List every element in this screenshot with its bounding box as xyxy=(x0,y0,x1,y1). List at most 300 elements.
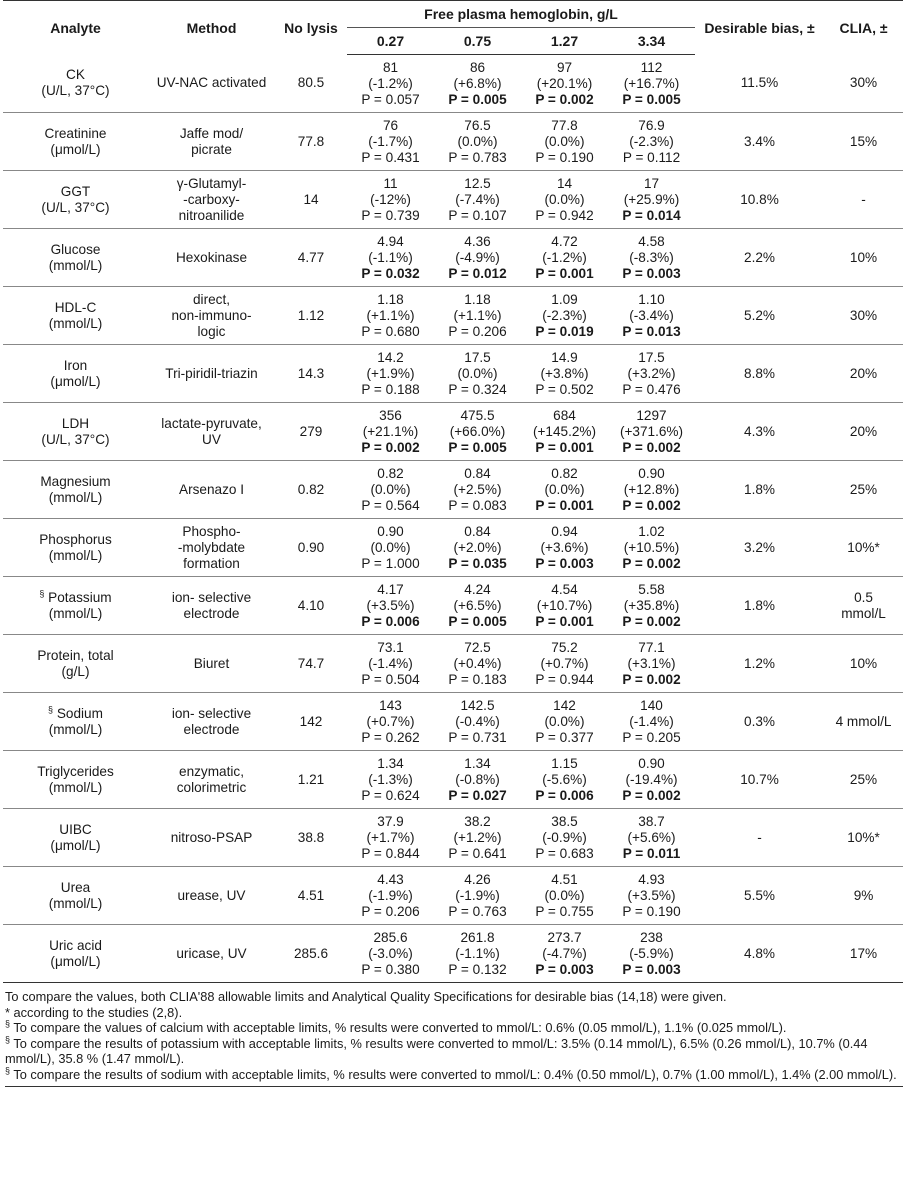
method-line: Biuret xyxy=(193,655,230,671)
hemolysis-result-cell xyxy=(521,55,608,113)
measured-value: 261.8 xyxy=(460,929,495,945)
measured-value: 285.6 xyxy=(373,929,408,945)
hemolysis-result-cell xyxy=(521,809,608,867)
method-cell xyxy=(148,287,275,345)
method-line: direct, xyxy=(192,291,231,307)
measured-value: 14.9 xyxy=(551,349,578,365)
percent-difference: (+0.7%) xyxy=(540,655,589,671)
percent-difference: (+6.8%) xyxy=(453,75,502,91)
no-lysis-value: 14 xyxy=(275,171,347,229)
percent-difference: (+0.7%) xyxy=(366,713,415,729)
percent-difference: (-1.7%) xyxy=(368,133,413,149)
p-value: P = 0.504 xyxy=(361,671,420,687)
measured-value: 140 xyxy=(640,697,663,713)
measured-value: 4.36 xyxy=(464,233,491,249)
percent-difference: (-7.4%) xyxy=(455,191,500,207)
hemolysis-result-cell xyxy=(347,519,434,577)
analyte-name: Sodium xyxy=(56,705,103,721)
clia-value: 0.5 xyxy=(854,589,873,605)
desirable-bias-value: 5.5% xyxy=(695,867,824,925)
header-no-lysis: No lysis xyxy=(275,1,347,55)
p-value: P = 0.624 xyxy=(361,787,420,803)
clia-value: 25% xyxy=(849,771,878,787)
analyte-name: LDH xyxy=(61,415,90,431)
analyte-name-line xyxy=(3,358,148,374)
analyte-cell xyxy=(3,809,148,867)
percent-difference: (-5.6%) xyxy=(542,771,587,787)
clia-value: 9% xyxy=(853,887,874,903)
analyte-name-line xyxy=(3,764,148,780)
hemolysis-result-cell xyxy=(347,867,434,925)
percent-difference: (+3.6%) xyxy=(540,539,589,555)
measured-value: 684 xyxy=(553,407,576,423)
measured-value: 76.9 xyxy=(638,117,665,133)
header-desirable-bias: Desirable bias, ± xyxy=(695,1,824,55)
p-value: P = 0.206 xyxy=(361,903,420,919)
percent-difference: (-1.9%) xyxy=(368,887,413,903)
analyte-name-line xyxy=(3,880,148,896)
p-value: P = 0.003 xyxy=(535,555,594,571)
method-cell xyxy=(148,113,275,171)
method-cell xyxy=(148,809,275,867)
p-value: P = 0.731 xyxy=(448,729,507,745)
p-value: P = 0.057 xyxy=(361,91,420,107)
measured-value: 1.02 xyxy=(638,523,665,539)
footnote-section-mark: § xyxy=(5,1018,11,1029)
analyte-cell xyxy=(3,693,148,751)
measured-value: 14 xyxy=(556,175,573,191)
method-cell xyxy=(148,55,275,113)
method-line: UV xyxy=(202,431,221,447)
p-value: P = 0.003 xyxy=(535,961,594,977)
analyte-name-line xyxy=(3,703,148,722)
p-value: P = 0.942 xyxy=(535,207,594,223)
percent-difference: (+6.5%) xyxy=(453,597,502,613)
hemolysis-result-cell xyxy=(521,519,608,577)
percent-difference: (-4.9%) xyxy=(455,249,500,265)
p-value: P = 0.002 xyxy=(361,439,420,455)
measured-value: 76.5 xyxy=(464,117,491,133)
hemolysis-result-cell xyxy=(521,867,608,925)
analyte-unit: (μmol/L) xyxy=(50,373,101,389)
clia-cell xyxy=(824,461,903,519)
hemolysis-result-cell xyxy=(608,519,695,577)
percent-difference: (-19.4%) xyxy=(625,771,678,787)
p-value: P = 0.502 xyxy=(535,381,594,397)
clia-value: 10% xyxy=(849,249,878,265)
analyte-name-line xyxy=(3,184,148,200)
p-value: P = 0.944 xyxy=(535,671,594,687)
analyte-name-line xyxy=(3,126,148,142)
measured-value: 4.93 xyxy=(638,871,665,887)
hemolysis-result-cell xyxy=(347,635,434,693)
footnote xyxy=(5,1005,903,1021)
hemolysis-result-cell xyxy=(521,171,608,229)
desirable-bias-value: 1.8% xyxy=(695,577,824,635)
hemolysis-result-cell xyxy=(434,461,521,519)
hemolysis-result-cell xyxy=(608,751,695,809)
method-line: colorimetric xyxy=(176,779,247,795)
method-cell xyxy=(148,751,275,809)
p-value: P = 0.005 xyxy=(448,613,507,629)
percent-difference: (+3.8%) xyxy=(540,365,589,381)
document-page xyxy=(3,0,903,1087)
p-value: P = 0.083 xyxy=(448,497,507,513)
p-value: P = 0.011 xyxy=(622,845,681,861)
no-lysis-value: 4.10 xyxy=(275,577,347,635)
hemolysis-result-cell xyxy=(521,461,608,519)
analyte-name-line xyxy=(3,822,148,838)
p-value: P = 0.205 xyxy=(622,729,681,745)
hemolysis-result-cell xyxy=(347,287,434,345)
hemolysis-result-cell xyxy=(434,113,521,171)
p-value: P = 0.262 xyxy=(361,729,420,745)
clia-cell xyxy=(824,171,903,229)
p-value: P = 0.476 xyxy=(622,381,681,397)
no-lysis-value: 4.77 xyxy=(275,229,347,287)
analyte-unit: (mmol/L) xyxy=(48,895,103,911)
p-value: P = 0.739 xyxy=(361,207,420,223)
measured-value: 0.90 xyxy=(377,523,404,539)
hemolysis-result-cell xyxy=(434,403,521,461)
hemolysis-result-cell xyxy=(347,403,434,461)
table-row xyxy=(3,113,903,171)
percent-difference: (0.0%) xyxy=(544,481,585,497)
clia-value: 15% xyxy=(849,133,878,149)
percent-difference: (+3.5%) xyxy=(627,887,676,903)
percent-difference: (+3.1%) xyxy=(627,655,676,671)
method-cell xyxy=(148,519,275,577)
p-value: P = 0.001 xyxy=(535,265,594,281)
measured-value: 4.43 xyxy=(377,871,404,887)
percent-difference: (+0.4%) xyxy=(453,655,502,671)
measured-value: 4.17 xyxy=(377,581,404,597)
analyte-name-line xyxy=(3,300,148,316)
measured-value: 76 xyxy=(382,117,399,133)
footnote-text: To compare the values of calcium with acceptable limits, % results were converted to mmol/L: 0.6% (0.05 mmol/L), 1.1% (0.025 mmol/L). xyxy=(10,1020,787,1035)
method-line: γ-Glutamyl- xyxy=(176,175,247,191)
analyte-cell xyxy=(3,635,148,693)
analyte-cell xyxy=(3,55,148,113)
header-level-4: 3.34 xyxy=(608,28,695,55)
p-value: P = 0.380 xyxy=(361,961,420,977)
percent-difference: (0.0%) xyxy=(544,133,585,149)
method-line: formation xyxy=(183,555,240,571)
method-cell xyxy=(148,171,275,229)
clia-value: 17% xyxy=(849,945,878,961)
p-value: P = 0.005 xyxy=(622,91,681,107)
measured-value: 1.34 xyxy=(464,755,491,771)
percent-difference: (-1.1%) xyxy=(455,945,500,961)
percent-difference: (+2.0%) xyxy=(453,539,502,555)
p-value: P = 0.206 xyxy=(448,323,507,339)
p-value: P = 0.844 xyxy=(361,845,420,861)
header-analyte: Analyte xyxy=(3,1,148,55)
hemolysis-result-cell xyxy=(521,345,608,403)
percent-difference: (0.0%) xyxy=(370,539,411,555)
desirable-bias-value: 8.8% xyxy=(695,345,824,403)
percent-difference: (0.0%) xyxy=(544,191,585,207)
measured-value: 77.8 xyxy=(551,117,578,133)
method-cell xyxy=(148,229,275,287)
desirable-bias-value: 3.4% xyxy=(695,113,824,171)
method-line: uricase, UV xyxy=(176,945,247,961)
hemolysis-result-cell xyxy=(608,403,695,461)
clia-value: 10% xyxy=(849,655,878,671)
percent-difference: (-2.3%) xyxy=(629,133,674,149)
analyte-name: Magnesium xyxy=(40,473,111,489)
table-row xyxy=(3,461,903,519)
analyte-unit: (μmol/L) xyxy=(50,953,101,969)
desirable-bias-value: 3.2% xyxy=(695,519,824,577)
p-value: P = 0.755 xyxy=(535,903,594,919)
hemolysis-result-cell xyxy=(434,171,521,229)
no-lysis-value: 1.21 xyxy=(275,751,347,809)
clia-value: 20% xyxy=(849,423,878,439)
method-cell xyxy=(148,693,275,751)
table-row xyxy=(3,635,903,693)
desirable-bias-value: 4.8% xyxy=(695,925,824,983)
hemolysis-result-cell xyxy=(434,577,521,635)
analyte-name: GGT xyxy=(60,183,91,199)
hemolysis-result-cell xyxy=(608,345,695,403)
method-cell xyxy=(148,867,275,925)
measured-value: 356 xyxy=(379,407,402,423)
desirable-bias-value: 1.2% xyxy=(695,635,824,693)
hemolysis-result-cell xyxy=(347,577,434,635)
header-clia: CLIA, ± xyxy=(824,1,903,55)
analyte-unit: (μmol/L) xyxy=(50,837,101,853)
method-line: Hexokinase xyxy=(175,249,248,265)
no-lysis-value: 279 xyxy=(275,403,347,461)
method-line: electrode xyxy=(183,721,240,737)
percent-difference: (+21.1%) xyxy=(362,423,419,439)
measured-value: 17 xyxy=(643,175,660,191)
percent-difference: (-1.4%) xyxy=(629,713,674,729)
p-value: P = 0.027 xyxy=(448,787,507,803)
percent-difference: (-0.8%) xyxy=(455,771,500,787)
analyte-name-line xyxy=(3,587,148,606)
desirable-bias-value: 1.8% xyxy=(695,461,824,519)
method-cell xyxy=(148,925,275,983)
hemolysis-result-cell xyxy=(608,577,695,635)
p-value: P = 0.641 xyxy=(448,845,507,861)
p-value: P = 1.000 xyxy=(361,555,420,571)
p-value: P = 0.035 xyxy=(448,555,507,571)
footnote xyxy=(5,1067,903,1088)
hemolysis-result-cell xyxy=(608,867,695,925)
measured-value: 97 xyxy=(556,59,573,75)
percent-difference: (+2.5%) xyxy=(453,481,502,497)
header-method: Method xyxy=(148,1,275,55)
measured-value: 77.1 xyxy=(638,639,665,655)
hemolysis-result-cell xyxy=(608,461,695,519)
p-value: P = 0.112 xyxy=(622,149,681,165)
p-value: P = 0.005 xyxy=(448,91,507,107)
measured-value: 17.5 xyxy=(464,349,491,365)
analyte-unit: (g/L) xyxy=(61,663,90,679)
p-value: P = 0.001 xyxy=(535,613,594,629)
p-value: P = 0.564 xyxy=(361,497,420,513)
hemolysis-result-cell xyxy=(434,867,521,925)
analyte-unit: (mmol/L) xyxy=(48,489,103,505)
clia-cell xyxy=(824,287,903,345)
desirable-bias-value: 10.7% xyxy=(695,751,824,809)
analyte-cell xyxy=(3,519,148,577)
measured-value: 38.7 xyxy=(638,813,665,829)
clia-value: 25% xyxy=(849,481,878,497)
hemolysis-result-cell xyxy=(608,287,695,345)
analyte-name: Glucose xyxy=(50,241,101,257)
no-lysis-value: 285.6 xyxy=(275,925,347,983)
p-value: P = 0.001 xyxy=(535,497,594,513)
footnote-section-mark: § xyxy=(5,1034,11,1045)
measured-value: 4.51 xyxy=(551,871,578,887)
hemolysis-result-cell xyxy=(434,693,521,751)
no-lysis-value: 38.8 xyxy=(275,809,347,867)
percent-difference: (-1.2%) xyxy=(368,75,413,91)
desirable-bias-value: 11.5% xyxy=(695,55,824,113)
measured-value: 1.09 xyxy=(551,291,578,307)
no-lysis-value: 14.3 xyxy=(275,345,347,403)
method-line: Tri-piridil-triazin xyxy=(165,365,258,381)
measured-value: 75.2 xyxy=(551,639,578,655)
measured-value: 12.5 xyxy=(464,175,491,191)
p-value: P = 0.002 xyxy=(622,439,681,455)
p-value: P = 0.377 xyxy=(535,729,594,745)
analyte-unit: (mmol/L) xyxy=(48,721,103,737)
method-line: UV-NAC activated xyxy=(156,75,267,91)
section-mark: § xyxy=(39,587,45,598)
footnote-text: To compare the values, both CLIA'88 allowable limits and Analytical Quality Specifications for desirable bias (14,18) were given. xyxy=(5,989,727,1004)
hemolysis-result-cell xyxy=(521,287,608,345)
measured-value: 238 xyxy=(640,929,663,945)
p-value: P = 0.001 xyxy=(535,439,594,455)
method-line: non-immuno- xyxy=(171,307,252,323)
hemolysis-result-cell xyxy=(521,113,608,171)
clia-cell xyxy=(824,925,903,983)
analyte-name: Protein, total xyxy=(37,647,114,663)
clia-value: mmol/L xyxy=(841,605,886,621)
method-line: picrate xyxy=(191,141,232,157)
p-value: P = 0.006 xyxy=(535,787,594,803)
percent-difference: (-8.3%) xyxy=(629,249,674,265)
p-value: P = 0.019 xyxy=(535,323,594,339)
table-row xyxy=(3,519,903,577)
desirable-bias-value: 10.8% xyxy=(695,171,824,229)
percent-difference: (-1.3%) xyxy=(368,771,413,787)
analyte-name-line xyxy=(3,648,148,664)
table-row xyxy=(3,55,903,113)
analyte-cell xyxy=(3,229,148,287)
percent-difference: (+16.7%) xyxy=(623,75,680,91)
percent-difference: (+1.1%) xyxy=(453,307,502,323)
desirable-bias-value: 5.2% xyxy=(695,287,824,345)
p-value: P = 0.431 xyxy=(361,149,420,165)
p-value: P = 0.013 xyxy=(622,323,681,339)
p-value: P = 0.183 xyxy=(448,671,507,687)
hemolysis-result-cell xyxy=(608,55,695,113)
analyte-name: Phosphorus xyxy=(39,531,112,547)
measured-value: 17.5 xyxy=(638,349,665,365)
no-lysis-value: 142 xyxy=(275,693,347,751)
footnote-text: * according to the studies (2,8). xyxy=(5,1004,183,1020)
hemolysis-result-cell xyxy=(434,925,521,983)
analyte-name-line xyxy=(3,474,148,490)
measured-value: 0.84 xyxy=(464,465,491,481)
analyte-cell xyxy=(3,345,148,403)
measured-value: 0.82 xyxy=(377,465,404,481)
method-line: enzymatic, xyxy=(179,763,244,779)
clia-cell xyxy=(824,113,903,171)
hemolysis-result-cell xyxy=(521,925,608,983)
no-lysis-value: 0.82 xyxy=(275,461,347,519)
p-value: P = 0.003 xyxy=(622,265,681,281)
measured-value: 37.9 xyxy=(377,813,404,829)
percent-difference: (-0.9%) xyxy=(542,829,587,845)
hemolysis-result-cell xyxy=(521,229,608,287)
percent-difference: (+1.7%) xyxy=(366,829,415,845)
percent-difference: (+12.8%) xyxy=(623,481,680,497)
table-row xyxy=(3,345,903,403)
hemolysis-result-cell xyxy=(434,345,521,403)
measured-value: 38.5 xyxy=(551,813,578,829)
hemolysis-result-cell xyxy=(347,751,434,809)
hemolysis-result-cell xyxy=(434,751,521,809)
percent-difference: (+10.5%) xyxy=(623,539,680,555)
method-line: electrode xyxy=(183,605,240,621)
percent-difference: (0.0%) xyxy=(544,713,585,729)
analyte-unit: (μmol/L) xyxy=(50,141,101,157)
percent-difference: (+371.6%) xyxy=(619,423,684,439)
p-value: P = 0.683 xyxy=(535,845,594,861)
percent-difference: (+25.9%) xyxy=(623,191,680,207)
table-row xyxy=(3,751,903,809)
no-lysis-value: 74.7 xyxy=(275,635,347,693)
hemolysis-result-cell xyxy=(434,809,521,867)
p-value: P = 0.014 xyxy=(622,207,681,223)
p-value: P = 0.190 xyxy=(622,903,681,919)
measured-value: 273.7 xyxy=(547,929,582,945)
p-value: P = 0.002 xyxy=(622,613,681,629)
analyte-unit: (mmol/L) xyxy=(48,315,103,331)
measured-value: 1.18 xyxy=(464,291,491,307)
analyte-unit: (mmol/L) xyxy=(48,547,103,563)
clia-cell xyxy=(824,867,903,925)
percent-difference: (-1.9%) xyxy=(455,887,500,903)
analyte-name: Uric acid xyxy=(49,937,102,953)
p-value: P = 0.032 xyxy=(361,265,420,281)
measured-value: 5.58 xyxy=(638,581,665,597)
p-value: P = 0.763 xyxy=(448,903,507,919)
hemolysis-result-cell xyxy=(347,229,434,287)
hemolysis-result-cell xyxy=(521,403,608,461)
clia-value: 4 mmol/L xyxy=(835,713,892,729)
analyte-unit: (mmol/L) xyxy=(48,605,103,621)
hemolysis-result-cell xyxy=(608,925,695,983)
p-value: P = 0.188 xyxy=(361,381,420,397)
clia-cell xyxy=(824,55,903,113)
p-value: P = 0.005 xyxy=(448,439,507,455)
p-value: P = 0.680 xyxy=(361,323,420,339)
clia-cell xyxy=(824,809,903,867)
desirable-bias-value: 0.3% xyxy=(695,693,824,751)
measured-value: 4.72 xyxy=(551,233,578,249)
desirable-bias-value: 2.2% xyxy=(695,229,824,287)
hemolysis-result-cell xyxy=(608,229,695,287)
hemolysis-result-cell xyxy=(434,229,521,287)
measured-value: 475.5 xyxy=(460,407,495,423)
